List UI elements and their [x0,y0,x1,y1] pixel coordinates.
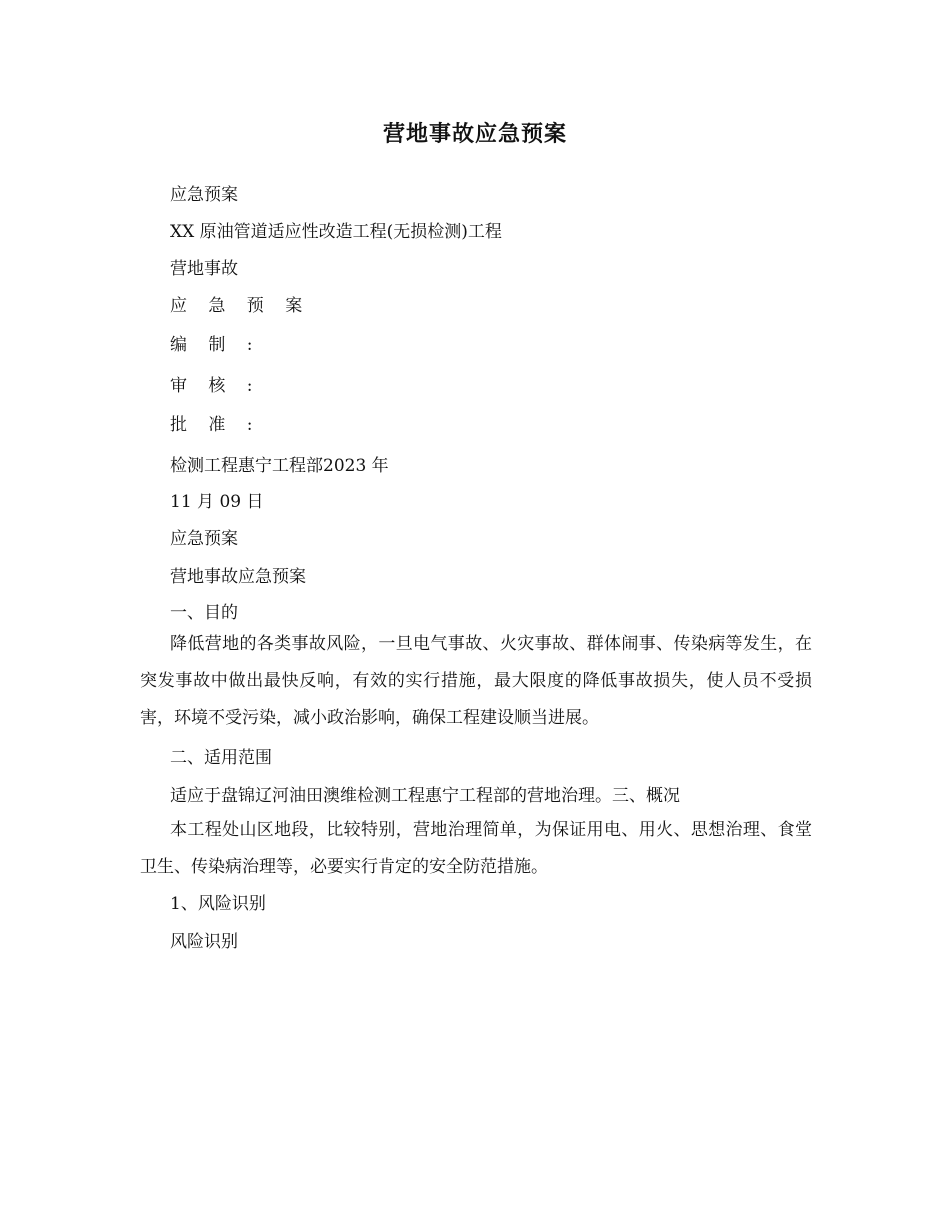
paragraph-purpose: 降低营地的各类事故风险，一旦电气事故、火灾事故、群体闹事、传染病等发生，在突发事故中做出最快反响，有效的实行措施，最大限度的降低事故损失，使人员不受损害，环境不受污染，减小政治影响，确保工程建设顺当进展。 [140,634,812,728]
section-heading-purpose: 一、目的 [170,603,238,623]
doc-line-department-year: 检测工程惠宁工程部2023 年 [170,456,389,476]
doc-line-date: 11 月 09 日 [170,492,264,512]
doc-line-camp-accident-plan: 营地事故应急预案 [170,567,306,587]
doc-line-project-name: XX 原油管道适应性改造工程(无损检测)工程 [170,222,502,242]
section-heading-risk: 1、风险识别 [170,894,266,914]
doc-line-reviewed-by: 审 核 : [170,376,261,396]
doc-line-compiled-by: 编 制 : [170,335,261,355]
subheading-risk-identification: 风险识别 [170,932,238,952]
doc-line-emergency-plan: 应急预案 [170,185,238,205]
paragraph-scope: 适应于盘锦辽河油田澳维检测工程惠宁工程部的营地治理。三、概况 [170,786,680,806]
doc-line-emergency-plan-spaced: 应 急 预 案 [170,296,311,316]
section-heading-scope: 二、适用范围 [170,748,272,768]
doc-line-camp-accident: 营地事故 [170,259,238,279]
doc-line-approved-by: 批 准 : [170,415,261,435]
doc-line-emergency-plan-2: 应急预案 [170,529,238,549]
paragraph-overview: 本工程处山区地段，比较特别，营地治理简单，为保证用电、用火、思想治理、食堂卫生、传染病治理等，必要实行肯定的安全防范措施。 [140,820,812,877]
document-title: 营地事故应急预案 [382,121,567,147]
